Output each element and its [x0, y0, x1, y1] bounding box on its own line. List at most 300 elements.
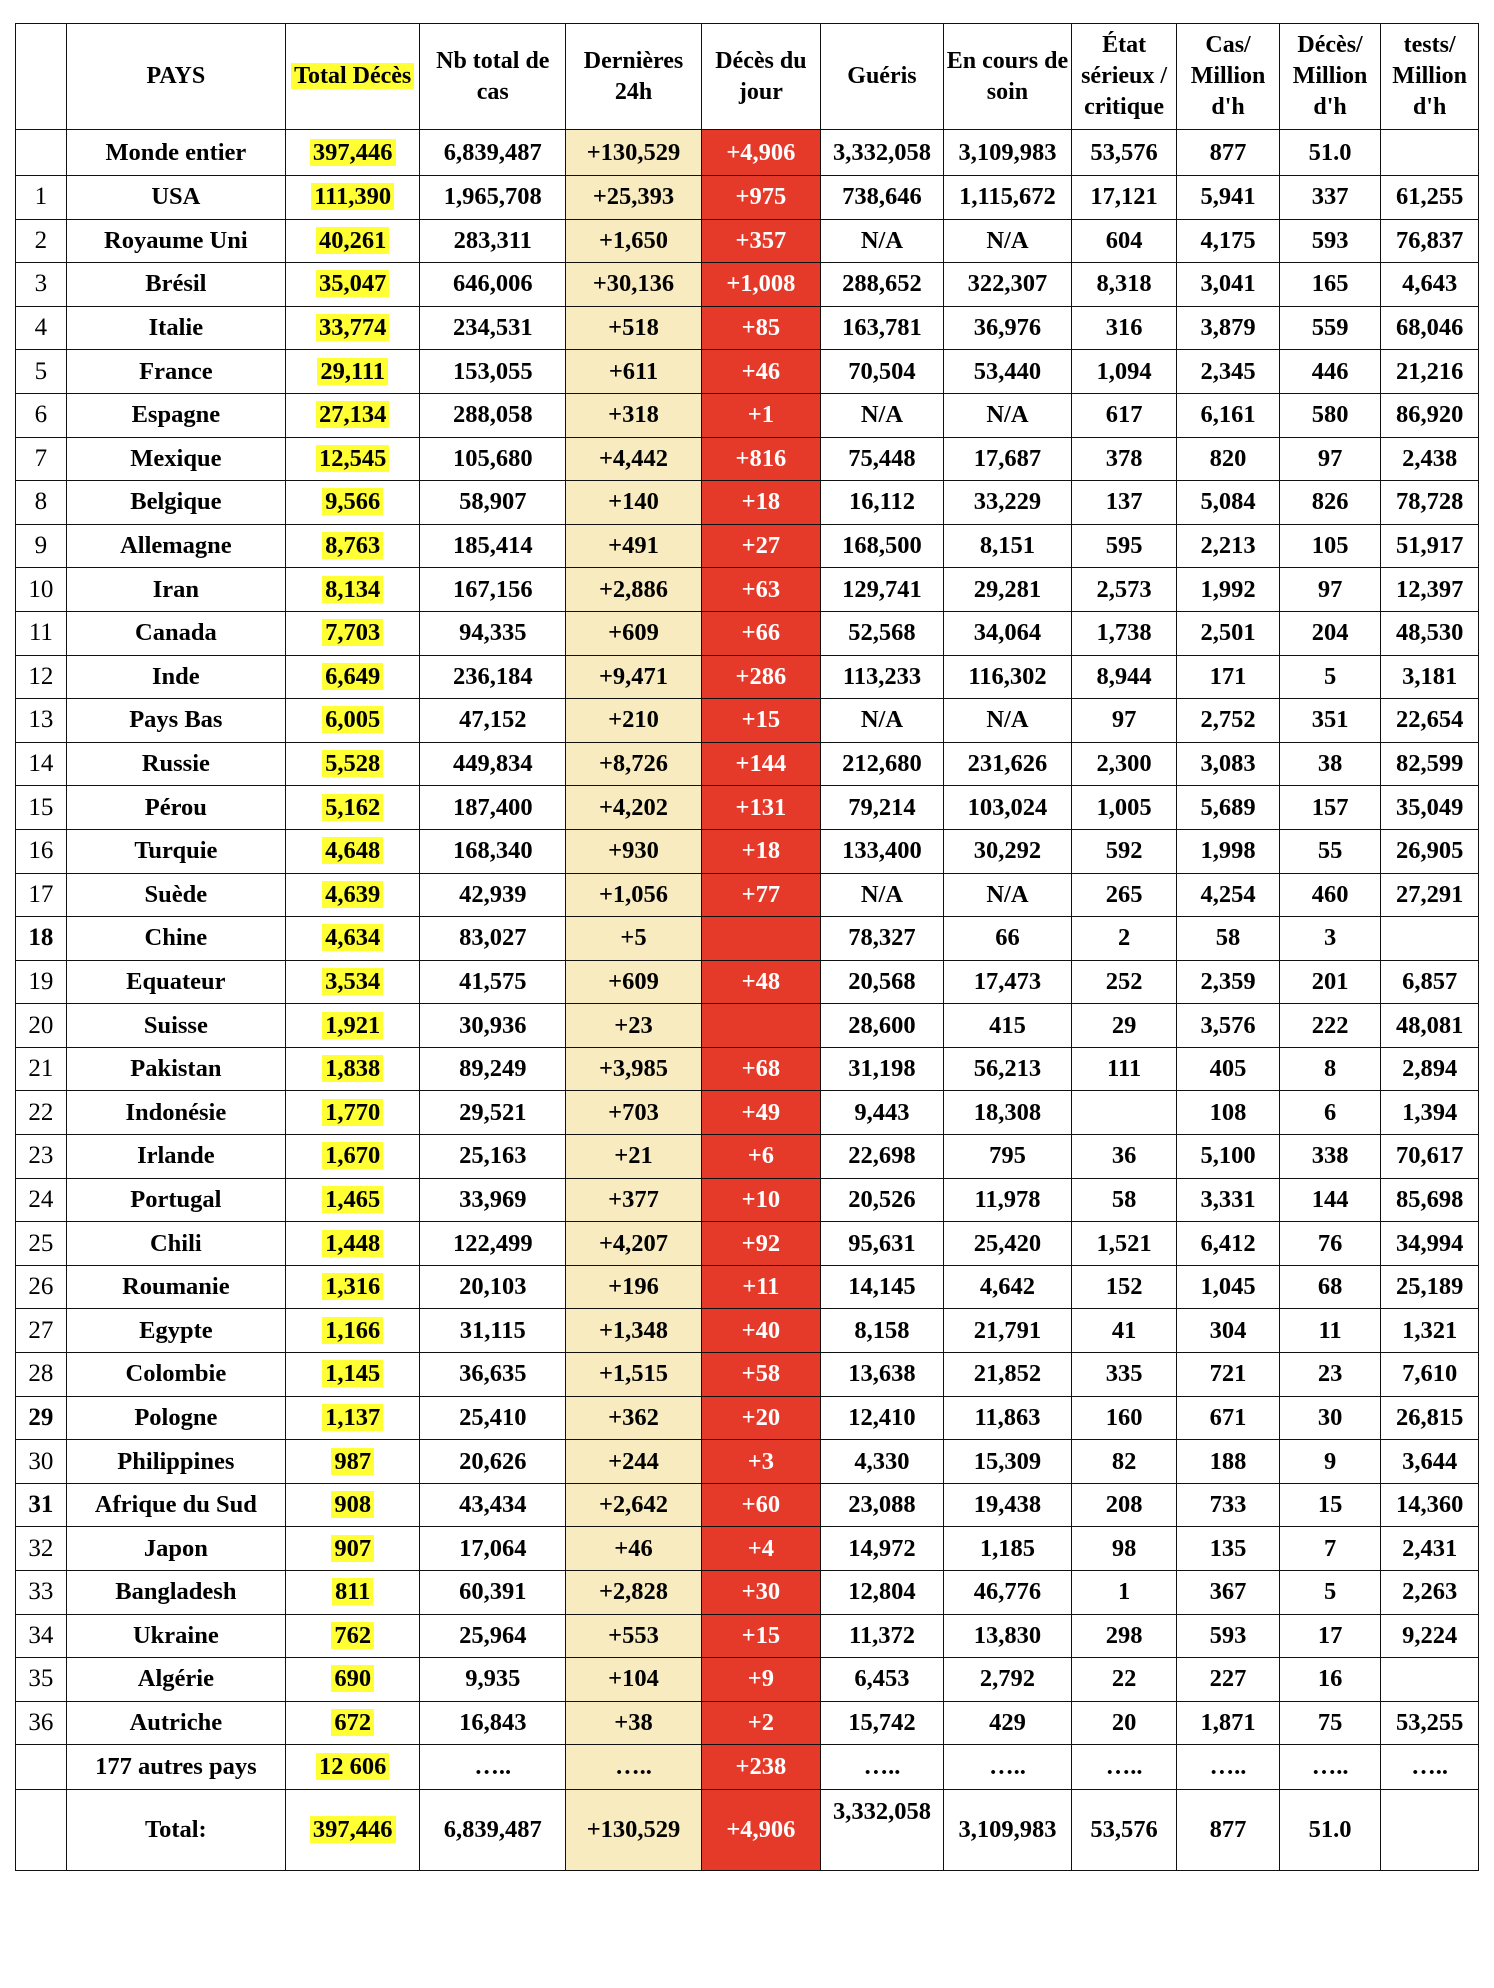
rank-cell: 36 — [16, 1701, 67, 1745]
gueris-cell: 3,332,058 — [820, 1790, 943, 1871]
rank-cell — [16, 130, 67, 176]
gueris-cell: 20,568 — [820, 960, 943, 1004]
tests-million-cell: 25,189 — [1381, 1265, 1479, 1309]
pays-cell: Algérie — [66, 1658, 285, 1702]
deces-million-cell: 5 — [1279, 655, 1380, 699]
cas-million-cell: 820 — [1177, 437, 1280, 481]
total-deces-value: 7,703 — [322, 619, 383, 646]
gueris-cell: 288,652 — [820, 263, 943, 307]
gueris-cell: 16,112 — [820, 481, 943, 525]
tests-million-cell: 6,857 — [1381, 960, 1479, 1004]
dernieres-24h-cell: +4,207 — [566, 1222, 702, 1266]
dernieres-24h-cell: +46 — [566, 1527, 702, 1571]
gueris-cell: 13,638 — [820, 1353, 943, 1397]
country-row — [16, 1527, 1479, 1571]
dernieres-24h-cell: +2,828 — [566, 1571, 702, 1615]
etat-critique-cell: 2 — [1071, 917, 1176, 961]
deces-jour-cell: +63 — [701, 568, 820, 612]
deces-jour-cell: +2 — [701, 1701, 820, 1745]
etat-critique-cell — [1071, 1091, 1176, 1135]
total-deces-value: 8,763 — [322, 532, 383, 559]
dernieres-24h-cell: +362 — [566, 1396, 702, 1440]
dernieres-24h-cell: +703 — [566, 1091, 702, 1135]
etat-critique-cell: 208 — [1071, 1483, 1176, 1527]
deces-jour-cell — [701, 917, 820, 961]
total-deces-value: 1,145 — [322, 1360, 383, 1387]
etat-critique-cell: 36 — [1071, 1135, 1176, 1179]
country-row — [16, 917, 1479, 961]
cas-million-cell: 3,083 — [1177, 742, 1280, 786]
header-pays: PAYS — [66, 24, 285, 130]
en-cours-cell: 30,292 — [943, 829, 1071, 873]
etat-critique-cell: 22 — [1071, 1658, 1176, 1702]
country-row — [16, 481, 1479, 525]
dernieres-24h-cell: ….. — [566, 1745, 702, 1790]
cas-million-cell: 877 — [1177, 1790, 1280, 1871]
en-cours-cell: 19,438 — [943, 1483, 1071, 1527]
tests-million-cell: 78,728 — [1381, 481, 1479, 525]
deces-million-cell: 446 — [1279, 350, 1380, 394]
dernieres-24h-cell: +2,642 — [566, 1483, 702, 1527]
pays-cell: Pays Bas — [66, 699, 285, 743]
deces-million-cell: 7 — [1279, 1527, 1380, 1571]
rank-cell: 9 — [16, 524, 67, 568]
total-deces-value: 1,137 — [322, 1404, 383, 1431]
total-deces-cell — [286, 219, 420, 263]
nb-cas-cell: 41,575 — [420, 960, 566, 1004]
total-deces-cell — [286, 1745, 420, 1790]
deces-million-cell: 5 — [1279, 1571, 1380, 1615]
cas-million-cell: 3,879 — [1177, 306, 1280, 350]
en-cours-cell: 25,420 — [943, 1222, 1071, 1266]
pays-cell: Canada — [66, 611, 285, 655]
pays-cell: Belgique — [66, 481, 285, 525]
nb-cas-cell: 25,163 — [420, 1135, 566, 1179]
total-deces-value: 111,390 — [311, 183, 394, 210]
gueris-cell: 15,742 — [820, 1701, 943, 1745]
country-row — [16, 1701, 1479, 1745]
total-deces-cell — [286, 611, 420, 655]
dernieres-24h-cell: +318 — [566, 393, 702, 437]
pays-cell: Allemagne — [66, 524, 285, 568]
etat-critique-cell: 97 — [1071, 699, 1176, 743]
nb-cas-cell: 29,521 — [420, 1091, 566, 1135]
pays-cell: Colombie — [66, 1353, 285, 1397]
pays-cell: Chili — [66, 1222, 285, 1266]
etat-critique-cell: 1 — [1071, 1571, 1176, 1615]
country-row — [16, 1222, 1479, 1266]
deces-jour-cell: +40 — [701, 1309, 820, 1353]
header-row — [16, 24, 1479, 130]
total-deces-cell — [286, 1265, 420, 1309]
en-cours-cell: 2,792 — [943, 1658, 1071, 1702]
header-tests-million: tests/ Million d'h — [1381, 24, 1479, 130]
gueris-cell: ….. — [820, 1745, 943, 1790]
rank-cell: 32 — [16, 1527, 67, 1571]
gueris-cell: 14,145 — [820, 1265, 943, 1309]
total-deces-cell — [286, 481, 420, 525]
deces-jour-cell: +816 — [701, 437, 820, 481]
gueris-cell: 133,400 — [820, 829, 943, 873]
tests-million-cell: 68,046 — [1381, 306, 1479, 350]
total-deces-cell — [286, 1353, 420, 1397]
total-deces-cell — [286, 699, 420, 743]
country-row — [16, 1178, 1479, 1222]
cas-million-cell: 6,161 — [1177, 393, 1280, 437]
deces-million-cell: 157 — [1279, 786, 1380, 830]
rank-cell: 24 — [16, 1178, 67, 1222]
etat-critique-cell: 29 — [1071, 1004, 1176, 1048]
rank-cell: 17 — [16, 873, 67, 917]
tests-million-cell: 2,263 — [1381, 1571, 1479, 1615]
deces-jour-cell: +10 — [701, 1178, 820, 1222]
total-deces-value: 3,534 — [322, 968, 383, 995]
dernieres-24h-cell: +8,726 — [566, 742, 702, 786]
gueris-cell: 3,332,058 — [820, 130, 943, 176]
gueris-cell: 129,741 — [820, 568, 943, 612]
etat-critique-cell: 1,094 — [1071, 350, 1176, 394]
dernieres-24h-cell: +1,515 — [566, 1353, 702, 1397]
cas-million-cell: 4,254 — [1177, 873, 1280, 917]
dernieres-24h-cell: +609 — [566, 611, 702, 655]
country-row — [16, 1047, 1479, 1091]
country-row — [16, 1483, 1479, 1527]
total-deces-cell — [286, 829, 420, 873]
deces-million-cell: 165 — [1279, 263, 1380, 307]
tests-million-cell: 70,617 — [1381, 1135, 1479, 1179]
header-cas-million: Cas/ Million d'h — [1177, 24, 1280, 130]
etat-critique-cell: 617 — [1071, 393, 1176, 437]
total-deces-cell — [286, 1571, 420, 1615]
rank-cell: 3 — [16, 263, 67, 307]
country-row — [16, 829, 1479, 873]
dernieres-24h-cell: +1,650 — [566, 219, 702, 263]
country-row — [16, 350, 1479, 394]
total-deces-cell — [286, 263, 420, 307]
etat-critique-cell: 595 — [1071, 524, 1176, 568]
gueris-cell: 14,972 — [820, 1527, 943, 1571]
deces-million-cell: 30 — [1279, 1396, 1380, 1440]
dernieres-24h-cell: +21 — [566, 1135, 702, 1179]
gueris-cell: 23,088 — [820, 1483, 943, 1527]
tests-million-cell: 3,644 — [1381, 1440, 1479, 1484]
deces-jour-cell: +85 — [701, 306, 820, 350]
deces-million-cell: 55 — [1279, 829, 1380, 873]
en-cours-cell: N/A — [943, 873, 1071, 917]
total-deces-value: 6,005 — [322, 706, 383, 733]
nb-cas-cell: 89,249 — [420, 1047, 566, 1091]
total-deces-cell — [286, 1396, 420, 1440]
total-deces-cell — [286, 393, 420, 437]
rank-cell: 27 — [16, 1309, 67, 1353]
deces-million-cell: 222 — [1279, 1004, 1380, 1048]
total-deces-value: 5,162 — [322, 794, 383, 821]
deces-jour-cell: +46 — [701, 350, 820, 394]
en-cours-cell: 11,863 — [943, 1396, 1071, 1440]
tests-million-cell: 27,291 — [1381, 873, 1479, 917]
cas-million-cell: 2,359 — [1177, 960, 1280, 1004]
nb-cas-cell: 9,935 — [420, 1658, 566, 1702]
cas-million-cell: 671 — [1177, 1396, 1280, 1440]
gueris-cell: 95,631 — [820, 1222, 943, 1266]
deces-jour-cell: +49 — [701, 1091, 820, 1135]
covid-stats-table — [15, 23, 1479, 1871]
gueris-cell: 212,680 — [820, 742, 943, 786]
country-row — [16, 873, 1479, 917]
rank-cell: 15 — [16, 786, 67, 830]
rank-cell: 26 — [16, 1265, 67, 1309]
gueris-cell: 20,526 — [820, 1178, 943, 1222]
rank-cell: 1 — [16, 176, 67, 220]
en-cours-cell: 13,830 — [943, 1614, 1071, 1658]
deces-million-cell: 23 — [1279, 1353, 1380, 1397]
rank-cell: 4 — [16, 306, 67, 350]
cas-million-cell: 721 — [1177, 1353, 1280, 1397]
deces-jour-cell: +131 — [701, 786, 820, 830]
nb-cas-cell: 168,340 — [420, 829, 566, 873]
etat-critique-cell: 298 — [1071, 1614, 1176, 1658]
pays-cell: Espagne — [66, 393, 285, 437]
country-row — [16, 1571, 1479, 1615]
tests-million-cell: 86,920 — [1381, 393, 1479, 437]
en-cours-cell: 15,309 — [943, 1440, 1071, 1484]
nb-cas-cell: 6,839,487 — [420, 130, 566, 176]
total-deces-value: 12 606 — [316, 1753, 389, 1780]
cas-million-cell: 405 — [1177, 1047, 1280, 1091]
nb-cas-cell: 31,115 — [420, 1309, 566, 1353]
tests-million-cell: 85,698 — [1381, 1178, 1479, 1222]
pays-cell: Japon — [66, 1527, 285, 1571]
tests-million-cell: 3,181 — [1381, 655, 1479, 699]
tests-million-cell: 1,394 — [1381, 1091, 1479, 1135]
rank-cell: 18 — [16, 917, 67, 961]
deces-million-cell: 9 — [1279, 1440, 1380, 1484]
tests-million-cell: 76,837 — [1381, 219, 1479, 263]
pays-cell: Autriche — [66, 1701, 285, 1745]
cas-million-cell: 6,412 — [1177, 1222, 1280, 1266]
total-deces-value: 4,639 — [322, 881, 383, 908]
dernieres-24h-cell: +2,886 — [566, 568, 702, 612]
dernieres-24h-cell: +9,471 — [566, 655, 702, 699]
table-body — [16, 130, 1479, 1871]
total-deces-cell — [286, 176, 420, 220]
country-row — [16, 1135, 1479, 1179]
gueris-cell: 78,327 — [820, 917, 943, 961]
tests-million-cell: 48,530 — [1381, 611, 1479, 655]
deces-million-cell: 51.0 — [1279, 130, 1380, 176]
total-deces-value: 1,316 — [322, 1273, 383, 1300]
etat-critique-cell: 8,944 — [1071, 655, 1176, 699]
gueris-cell: 163,781 — [820, 306, 943, 350]
country-row — [16, 263, 1479, 307]
cas-million-cell: 2,752 — [1177, 699, 1280, 743]
cas-million-cell: 1,871 — [1177, 1701, 1280, 1745]
cas-million-cell: ….. — [1177, 1745, 1280, 1790]
cas-million-cell: 3,576 — [1177, 1004, 1280, 1048]
dernieres-24h-cell: +5 — [566, 917, 702, 961]
cas-million-cell: 2,213 — [1177, 524, 1280, 568]
cas-million-cell: 4,175 — [1177, 219, 1280, 263]
deces-jour-cell: +48 — [701, 960, 820, 1004]
tests-million-cell: 14,360 — [1381, 1483, 1479, 1527]
en-cours-cell: N/A — [943, 699, 1071, 743]
gueris-cell: 52,568 — [820, 611, 943, 655]
total-deces-cell — [286, 1047, 420, 1091]
gueris-cell: 4,330 — [820, 1440, 943, 1484]
tests-million-cell: 2,894 — [1381, 1047, 1479, 1091]
deces-jour-cell: +92 — [701, 1222, 820, 1266]
country-row — [16, 786, 1479, 830]
pays-cell: Italie — [66, 306, 285, 350]
total-deces-cell — [286, 873, 420, 917]
etat-critique-cell: 160 — [1071, 1396, 1176, 1440]
gueris-cell: 168,500 — [820, 524, 943, 568]
tests-million-cell: 53,255 — [1381, 1701, 1479, 1745]
etat-critique-cell: 58 — [1071, 1178, 1176, 1222]
country-row — [16, 306, 1479, 350]
pays-cell: Irlande — [66, 1135, 285, 1179]
cas-million-cell: 5,689 — [1177, 786, 1280, 830]
header-deces-million: Décès/ Million d'h — [1279, 24, 1380, 130]
total-deces-value: 33,774 — [316, 314, 389, 341]
total-deces-cell — [286, 306, 420, 350]
pays-cell: Egypte — [66, 1309, 285, 1353]
total-deces-value: 397,446 — [310, 1816, 396, 1843]
deces-jour-cell: +11 — [701, 1265, 820, 1309]
deces-million-cell: 17 — [1279, 1614, 1380, 1658]
gueris-cell: 31,198 — [820, 1047, 943, 1091]
nb-cas-cell: 17,064 — [420, 1527, 566, 1571]
nb-cas-cell: 36,635 — [420, 1353, 566, 1397]
etat-critique-cell: 1,738 — [1071, 611, 1176, 655]
tests-million-cell: 4,643 — [1381, 263, 1479, 307]
world-row — [16, 130, 1479, 176]
en-cours-cell: 429 — [943, 1701, 1071, 1745]
gueris-cell: 738,646 — [820, 176, 943, 220]
total-deces-value: 397,446 — [310, 139, 396, 166]
nb-cas-cell: 25,964 — [420, 1614, 566, 1658]
rank-cell: 33 — [16, 1571, 67, 1615]
rank-cell: 7 — [16, 437, 67, 481]
cas-million-cell: 5,941 — [1177, 176, 1280, 220]
etat-critique-cell: 152 — [1071, 1265, 1176, 1309]
en-cours-cell: N/A — [943, 219, 1071, 263]
total-row — [16, 1790, 1479, 1871]
dernieres-24h-cell: +553 — [566, 1614, 702, 1658]
tests-million-cell: 7,610 — [1381, 1353, 1479, 1397]
cas-million-cell: 2,345 — [1177, 350, 1280, 394]
en-cours-cell: 3,109,983 — [943, 130, 1071, 176]
nb-cas-cell: 20,103 — [420, 1265, 566, 1309]
deces-million-cell: 559 — [1279, 306, 1380, 350]
deces-million-cell: 3 — [1279, 917, 1380, 961]
cas-million-cell: 188 — [1177, 1440, 1280, 1484]
total-deces-cell — [286, 655, 420, 699]
total-deces-value: 987 — [331, 1448, 374, 1475]
total-deces-cell — [286, 1440, 420, 1484]
country-row — [16, 1265, 1479, 1309]
dernieres-24h-cell: +491 — [566, 524, 702, 568]
etat-critique-cell: 592 — [1071, 829, 1176, 873]
dernieres-24h-cell: +1,056 — [566, 873, 702, 917]
deces-jour-cell: +4,906 — [701, 130, 820, 176]
cas-million-cell: 1,992 — [1177, 568, 1280, 612]
nb-cas-cell: 43,434 — [420, 1483, 566, 1527]
etat-critique-cell: 17,121 — [1071, 176, 1176, 220]
cas-million-cell: 733 — [1177, 1483, 1280, 1527]
en-cours-cell: 21,852 — [943, 1353, 1071, 1397]
pays-cell: Mexique — [66, 437, 285, 481]
deces-jour-cell: +15 — [701, 699, 820, 743]
gueris-cell: N/A — [820, 219, 943, 263]
total-deces-value: 4,648 — [322, 837, 383, 864]
deces-million-cell: 337 — [1279, 176, 1380, 220]
deces-jour-cell: +66 — [701, 611, 820, 655]
total-deces-cell — [286, 1309, 420, 1353]
deces-jour-cell: +6 — [701, 1135, 820, 1179]
cas-million-cell: 171 — [1177, 655, 1280, 699]
country-row — [16, 1614, 1479, 1658]
dernieres-24h-cell: +3,985 — [566, 1047, 702, 1091]
rank-cell: 23 — [16, 1135, 67, 1179]
gueris-cell: 28,600 — [820, 1004, 943, 1048]
total-deces-value: 762 — [331, 1622, 374, 1649]
total-deces-value: 40,261 — [316, 227, 389, 254]
en-cours-cell: 29,281 — [943, 568, 1071, 612]
country-row — [16, 219, 1479, 263]
pays-cell: Portugal — [66, 1178, 285, 1222]
cas-million-cell: 58 — [1177, 917, 1280, 961]
total-deces-value: 12,545 — [316, 445, 389, 472]
rank-cell: 16 — [16, 829, 67, 873]
etat-critique-cell: 111 — [1071, 1047, 1176, 1091]
dernieres-24h-cell: +930 — [566, 829, 702, 873]
en-cours-cell: 56,213 — [943, 1047, 1071, 1091]
pays-cell: Roumanie — [66, 1265, 285, 1309]
cas-million-cell: 227 — [1177, 1658, 1280, 1702]
deces-million-cell: 97 — [1279, 568, 1380, 612]
deces-jour-cell: +15 — [701, 1614, 820, 1658]
total-deces-value: 1,770 — [322, 1099, 383, 1126]
nb-cas-cell: 25,410 — [420, 1396, 566, 1440]
deces-jour-cell: +18 — [701, 829, 820, 873]
deces-million-cell: 593 — [1279, 219, 1380, 263]
gueris-cell: N/A — [820, 699, 943, 743]
deces-jour-cell: +286 — [701, 655, 820, 699]
etat-critique-cell: 1,005 — [1071, 786, 1176, 830]
deces-million-cell: 38 — [1279, 742, 1380, 786]
tests-million-cell: 48,081 — [1381, 1004, 1479, 1048]
deces-jour-cell: +30 — [701, 1571, 820, 1615]
cas-million-cell: 5,084 — [1177, 481, 1280, 525]
tests-million-cell: 2,431 — [1381, 1527, 1479, 1571]
rank-cell: 22 — [16, 1091, 67, 1135]
etat-critique-cell: 53,576 — [1071, 1790, 1176, 1871]
tests-million-cell: 21,216 — [1381, 350, 1479, 394]
en-cours-cell: N/A — [943, 393, 1071, 437]
gueris-cell: 75,448 — [820, 437, 943, 481]
rank-cell: 8 — [16, 481, 67, 525]
cas-million-cell: 593 — [1177, 1614, 1280, 1658]
deces-million-cell: 16 — [1279, 1658, 1380, 1702]
deces-jour-cell: +975 — [701, 176, 820, 220]
en-cours-cell: 116,302 — [943, 655, 1071, 699]
nb-cas-cell: 167,156 — [420, 568, 566, 612]
rank-cell — [16, 1790, 67, 1871]
tests-million-cell: 26,815 — [1381, 1396, 1479, 1440]
deces-million-cell: 51.0 — [1279, 1790, 1380, 1871]
etat-critique-cell: 265 — [1071, 873, 1176, 917]
